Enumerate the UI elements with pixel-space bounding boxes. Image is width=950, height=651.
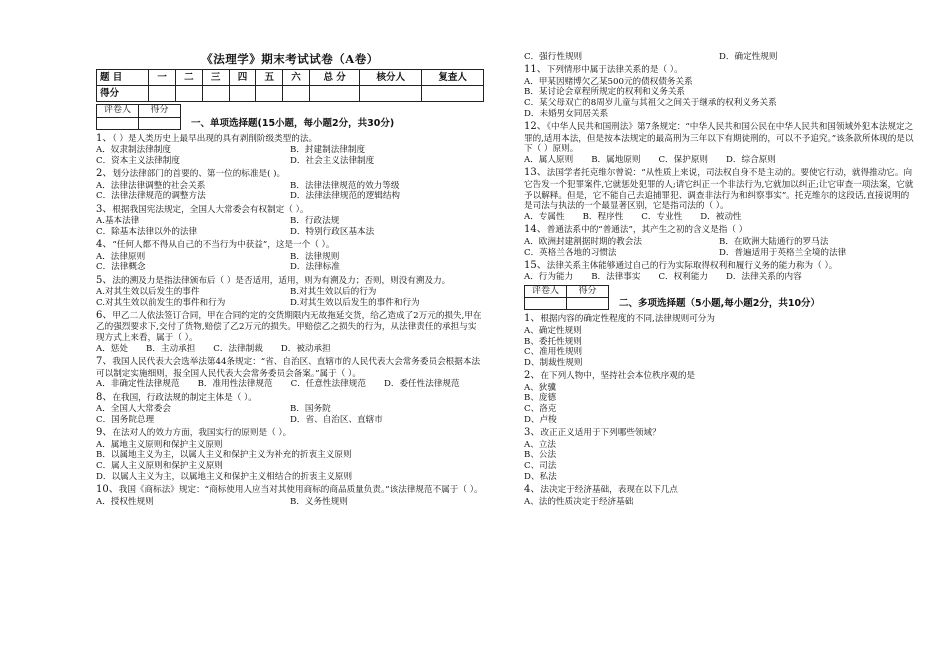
question-number: 12、 xyxy=(524,121,547,133)
grader-box-2 xyxy=(524,285,609,310)
question xyxy=(96,356,484,390)
question-options xyxy=(96,287,484,308)
score-table-header-row xyxy=(97,70,484,86)
answer-option[interactable]: C．国务院总理 xyxy=(96,414,155,425)
score-cell[interactable] xyxy=(202,86,229,102)
question-number: 15、 xyxy=(524,259,547,271)
answer-option[interactable]: A．法律法律调整的社会关系 xyxy=(96,180,206,191)
answer-option[interactable]: B、庞德 xyxy=(524,393,557,404)
question-text: 《中华人民共和国刑法》第7条规定：“中华人民共和国公民在中华人民共和国领域外犯本法规定之罪的,适用本法，但是按本法规定的最高刑为三年以下有期徒刑的，可以不予追究。”该条款所体现的是以下（ ）原则。 xyxy=(524,122,914,155)
answer-option[interactable]: A．全国人大常委会 xyxy=(96,404,171,415)
question-number: 2、 xyxy=(524,370,541,382)
question-options xyxy=(524,497,914,508)
question-stem xyxy=(96,356,484,379)
answer-option[interactable]: A、狄骥 xyxy=(524,382,556,393)
section1-questions-left xyxy=(96,133,484,508)
answer-option[interactable]: D．特别行政区基本法 xyxy=(290,226,375,237)
grader-cell[interactable] xyxy=(97,117,139,129)
score-header-cell: 四 xyxy=(229,70,256,86)
question-options xyxy=(96,252,484,273)
question xyxy=(96,392,484,426)
right-column xyxy=(524,52,914,509)
question-stem xyxy=(524,484,914,497)
question xyxy=(96,427,484,482)
answer-option[interactable]: B．封建制法律制度 xyxy=(290,145,366,156)
question-stem xyxy=(96,275,484,288)
question-number: 1、 xyxy=(524,313,541,325)
grader-score-label: 得分 xyxy=(139,105,181,117)
question-options xyxy=(524,212,914,223)
grader-cell[interactable] xyxy=(525,298,567,310)
answer-option[interactable]: C．专业性 xyxy=(641,212,683,223)
answer-option[interactable]: D．法律标准 xyxy=(290,262,340,273)
question-text: 根据我国宪法规定，全国人大常委会有权制定（ ）。 xyxy=(112,204,309,215)
question-stem xyxy=(524,313,914,326)
answer-option[interactable]: D．被动性 xyxy=(700,212,742,223)
score-cell[interactable] xyxy=(149,86,176,102)
question-text: 法的溯及力是指法律颁布后（ ）是否适用，适用，则为有溯及力；否则，则没有溯及力。 xyxy=(112,275,451,286)
question-text: 改正正义适用于下列哪些领域？ xyxy=(540,428,661,439)
answer-option[interactable]: A、确定性规则 xyxy=(524,325,582,336)
question xyxy=(96,133,484,167)
answer-option[interactable]: D．法律关系的内容 xyxy=(726,272,802,283)
answer-option[interactable]: B．行政法规 xyxy=(290,216,340,227)
question-number: 9、 xyxy=(96,427,113,439)
answer-option[interactable]: C．除基本法律以外的法律 xyxy=(96,226,198,237)
question-stem xyxy=(524,260,914,273)
answer-option[interactable]: C．保护原则 xyxy=(658,155,709,166)
answer-option[interactable]: C．强行性规则 xyxy=(524,52,583,62)
answer-option[interactable]: D．委任性法律规范 xyxy=(383,379,460,390)
answer-option[interactable]: B．在欧洲大陆通行的罗马法 xyxy=(719,236,829,247)
question-number: 4、 xyxy=(96,239,113,251)
answer-option[interactable]: A．法律原则 xyxy=(96,251,146,262)
question-options xyxy=(96,440,484,483)
answer-option[interactable]: D．被动承担 xyxy=(280,343,331,354)
answer-option[interactable]: B．以属地主义为主，以属人主义和保护主义为补充的折衷主义原则 xyxy=(96,450,352,461)
question-text: 在下列人物中，坚持社会本位秩序观的是 xyxy=(540,371,696,382)
answer-option[interactable]: B．法律规则 xyxy=(290,251,340,262)
question-stem xyxy=(96,133,484,146)
answer-option[interactable]: B.对其生效以后的行为 xyxy=(290,287,377,297)
question-number: 14、 xyxy=(524,224,547,236)
answer-option[interactable]: C.对其生效以前发生的事件和行为 xyxy=(96,297,226,308)
question xyxy=(524,313,914,368)
answer-option[interactable]: A．奴隶制法律制度 xyxy=(96,145,171,156)
answer-option[interactable]: C．法律概念 xyxy=(96,262,146,273)
question-text: 普通法系中的“普通法”，其产生之初的含义是指（ ） xyxy=(546,225,748,236)
question-options xyxy=(96,379,484,390)
answer-option[interactable]: D、卢梭 xyxy=(524,414,557,425)
question-options xyxy=(96,216,484,237)
answer-option[interactable]: A．授权性规则 xyxy=(96,496,154,507)
score-header-cell: 二 xyxy=(176,70,203,86)
question xyxy=(524,427,914,482)
question-options xyxy=(524,383,914,426)
answer-option[interactable]: B．主动承担 xyxy=(146,343,196,354)
answer-option[interactable]: C．某父母双亡的8周岁儿童与其祖父之间关于继承的权利义务关系 xyxy=(524,98,777,109)
question-text: 在我国，行政法规的制定主体是（ ）。 xyxy=(112,392,257,403)
question-stem xyxy=(96,168,484,181)
question-stem xyxy=(96,427,484,440)
answer-option[interactable]: D．确定性规则 xyxy=(719,52,778,62)
score-cell[interactable] xyxy=(176,86,203,102)
question-number: 6、 xyxy=(96,309,113,321)
answer-option[interactable]: B、委托性规则 xyxy=(524,336,582,347)
question-text: 法国学者托克维尔曾说：“从性质上来说，司法权自身不是主动的。要使它行动，就得推动它。向它告发一个犯罪案件,它就惩处犯罪的人;请它纠正一个非法行为,它就加以纠正;让它审查一项法案，它就予以解释。但是，它不能自己去追捕罪犯、调查非法行为和纠察事实”。托克维尔的这段话,直接说明的是司法与执法的一个最显著区别，它是指司法的（ ）。 xyxy=(524,168,914,212)
grader-score-label: 得分 xyxy=(567,286,609,298)
answer-option[interactable]: B．准用性法律规范 xyxy=(197,379,273,390)
question-stem xyxy=(96,310,484,344)
answer-option[interactable]: C、司法 xyxy=(524,461,557,472)
answer-option[interactable]: D.对其生效以后发生的事件和行为 xyxy=(290,297,420,308)
question-options-continued xyxy=(524,52,914,63)
question xyxy=(96,310,484,355)
answer-option[interactable]: A．属人原则 xyxy=(524,155,574,166)
answer-option[interactable]: D．社会主义法律制度 xyxy=(290,155,375,166)
question-number: 2、 xyxy=(96,168,113,180)
question-number: 11、 xyxy=(524,64,547,76)
question xyxy=(524,167,914,222)
score-header-cell: 五 xyxy=(256,70,283,86)
question xyxy=(96,239,484,273)
section2-header xyxy=(524,285,914,310)
question-options xyxy=(96,404,484,425)
section1-header xyxy=(96,104,484,129)
score-cell[interactable] xyxy=(422,86,484,102)
question xyxy=(524,260,914,283)
answer-option[interactable]: A．属地主义原则和保护主义原则 xyxy=(96,439,223,450)
answer-option[interactable]: D．省、自治区、直辖市 xyxy=(290,414,383,425)
answer-option[interactable]: A．专属性 xyxy=(524,212,565,223)
question-text: 我国人民代表大会选举法第44条规定：“省、自治区、直辖市的人民代表大会常务委员会根据本法可以制定实施细则，报全国人民代表大会常务委员会备案。”属于（ ）。 xyxy=(96,357,481,379)
question-stem xyxy=(96,204,484,217)
question-options xyxy=(524,237,914,258)
question-stem xyxy=(524,167,914,212)
question-options xyxy=(524,155,914,166)
exam-title: 《法理学》期末考试试卷（A卷） xyxy=(201,52,379,66)
answer-option[interactable]: D、私法 xyxy=(524,471,557,482)
question xyxy=(96,204,484,238)
score-row-label: 得分 xyxy=(97,86,149,102)
question-options xyxy=(524,272,914,283)
answer-option[interactable]: B．义务性规则 xyxy=(290,496,348,507)
score-cell[interactable] xyxy=(256,86,283,102)
answer-option[interactable]: C．法律法律规范的调整方法 xyxy=(96,191,206,202)
grader-label: 评卷人 xyxy=(97,105,139,117)
answer-option[interactable]: C．属人主义原则和保护主义原则 xyxy=(96,461,223,472)
left-column xyxy=(96,52,484,509)
question-text: 下列情形中属于法律关系的是（ ）。 xyxy=(546,65,683,76)
question-number: 3、 xyxy=(96,203,113,215)
answer-option[interactable]: A.基本法律 xyxy=(96,216,140,227)
section2-questions xyxy=(524,313,914,507)
question xyxy=(524,370,914,425)
question xyxy=(96,275,484,309)
grader-score-cell[interactable] xyxy=(139,117,181,129)
score-header-cell: 题 目 xyxy=(97,70,149,86)
answer-option[interactable]: C、准用性规则 xyxy=(524,347,583,358)
answer-option[interactable]: B．属地原则 xyxy=(591,155,641,166)
answer-option[interactable]: B．法律法律规范的效力等级 xyxy=(290,180,400,191)
score-header-cell: 核分人 xyxy=(360,70,422,86)
answer-option[interactable]: D．法律法律规范的逻辑结构 xyxy=(290,191,401,202)
question-text: 划分法律部门的首要的、第一位的标准是( )。 xyxy=(112,169,286,180)
question xyxy=(524,224,914,258)
question-text: 根据内容的确定性程度的不同,法律规则可分为 xyxy=(540,314,715,325)
answer-option[interactable]: D．以属人主义为主，以属地主义和保护主义相结合的折衷主义原则 xyxy=(96,471,353,482)
question-options xyxy=(524,440,914,483)
grader-score-cell[interactable] xyxy=(567,298,609,310)
question-stem xyxy=(96,239,484,252)
question-options xyxy=(96,181,484,202)
answer-option[interactable]: C．资本主义法律制度 xyxy=(96,155,180,166)
answer-option[interactable]: B．某讨论会章程所规定的权利和义务关系 xyxy=(524,87,686,98)
question-stem xyxy=(524,64,914,77)
answer-option[interactable]: C．英格兰各地的习惯法 xyxy=(524,247,617,258)
answer-option[interactable]: A．甲某因赌博欠乙某500元的债权债务关系 xyxy=(524,76,693,87)
answer-option[interactable]: A．行为能力 xyxy=(524,272,574,283)
question-text: “任何人都不得从自己的不当行为中获益”，这是一个（ ）。 xyxy=(112,240,335,251)
question xyxy=(524,64,914,119)
question-stem xyxy=(524,224,914,237)
answer-option[interactable]: A.对其生效以后发生的事件 xyxy=(96,287,200,297)
answer-option[interactable]: D．普遍适用于英格兰全境的法律 xyxy=(719,247,847,258)
question-number: 5、 xyxy=(96,274,113,286)
answer-option[interactable]: A．惩处 xyxy=(96,343,128,354)
question-stem xyxy=(96,484,484,497)
answer-option[interactable]: D、制裁性规则 xyxy=(524,357,583,368)
answer-option[interactable]: C．任意性法律规范 xyxy=(290,379,366,390)
question-options xyxy=(96,145,484,166)
section2-title: 二、多项选择题（5小题,每小题2分，共10分） xyxy=(619,298,821,310)
section1-questions-right xyxy=(524,52,914,283)
question-number: 3、 xyxy=(524,427,541,439)
question-text: 我国《商标法》规定：“商标使用人应当对其使用商标的商品质量负责。”该法律规范不属于（ ）。 xyxy=(118,485,483,496)
question-text: 甲乙二人依法签订合同，甲在合同约定的交货期限内无故拖延交货，给乙造成了2万元的损失,甲在乙的强烈要求下,交付了货物,赔偿了乙2万元的损失。甲赔偿乙之损失的行为，从法律责任的承担与实现方式上来看，属于（ ）。 xyxy=(96,310,482,344)
answer-option[interactable]: A、立法 xyxy=(524,439,556,450)
score-header-cell: 复查人 xyxy=(422,70,484,86)
score-cell[interactable] xyxy=(283,86,310,102)
question-options xyxy=(96,344,484,355)
question-number: 10、 xyxy=(96,484,119,496)
question-text: （ ）是人类历史上最早出现的具有剥削阶级类型的法。 xyxy=(112,133,318,144)
answer-option[interactable]: D．未婚男女同居关系 xyxy=(524,108,609,119)
grader-label: 评卷人 xyxy=(525,286,567,298)
question-text: 法律关系主体能够通过自己的行为实际取得权利和履行义务的能力称为（ ）。 xyxy=(546,260,838,271)
question-stem xyxy=(524,370,914,383)
question xyxy=(524,121,914,166)
answer-option[interactable]: A、法的性质决定于经济基础 xyxy=(524,496,634,507)
question-options xyxy=(524,77,914,120)
answer-option[interactable]: C．法律制裁 xyxy=(213,343,263,354)
question-options xyxy=(524,326,914,369)
answer-option[interactable]: B．法律事实 xyxy=(591,272,641,283)
section1-title: 一、单项选择题(15小题，每小题2分，共30分) xyxy=(191,117,395,129)
answer-option[interactable]: A．欧洲封建割据时期的教会法 xyxy=(524,236,642,247)
grader-box-1 xyxy=(96,104,181,129)
score-header-cell: 总 分 xyxy=(309,70,359,86)
score-header-cell: 三 xyxy=(202,70,229,86)
answer-option[interactable]: D．综合原则 xyxy=(726,155,776,166)
question-number: 1、 xyxy=(96,132,113,144)
answer-option[interactable]: B．国务院 xyxy=(290,404,331,415)
question xyxy=(96,484,484,507)
score-header-cell: 六 xyxy=(283,70,310,86)
score-header-cell: 一 xyxy=(149,70,176,86)
score-table-score-row xyxy=(97,86,484,102)
answer-option[interactable]: A．非确定性法律规范 xyxy=(96,379,180,390)
answer-option[interactable]: C、洛克 xyxy=(524,404,557,415)
question-text: 在法对人的效力方面，我国实行的原则是（ ）。 xyxy=(112,428,292,439)
score-cell[interactable] xyxy=(229,86,256,102)
answer-option[interactable]: C．权利能力 xyxy=(658,272,709,283)
score-cell[interactable] xyxy=(360,86,422,102)
score-table xyxy=(96,69,484,102)
question-options xyxy=(96,497,484,508)
question xyxy=(524,484,914,507)
question-number: 7、 xyxy=(96,356,113,368)
question-number: 8、 xyxy=(96,391,113,403)
answer-option[interactable]: B、公法 xyxy=(524,450,557,461)
answer-option[interactable]: B．程序性 xyxy=(582,212,624,223)
question-number: 13、 xyxy=(524,167,547,179)
question-stem xyxy=(524,121,914,155)
question xyxy=(96,168,484,202)
question-text: 法决定于经济基础，表现在以下几点 xyxy=(540,485,678,496)
question-stem xyxy=(96,392,484,405)
question-number: 4、 xyxy=(524,484,541,496)
question-stem xyxy=(524,427,914,440)
score-cell[interactable] xyxy=(309,86,359,102)
